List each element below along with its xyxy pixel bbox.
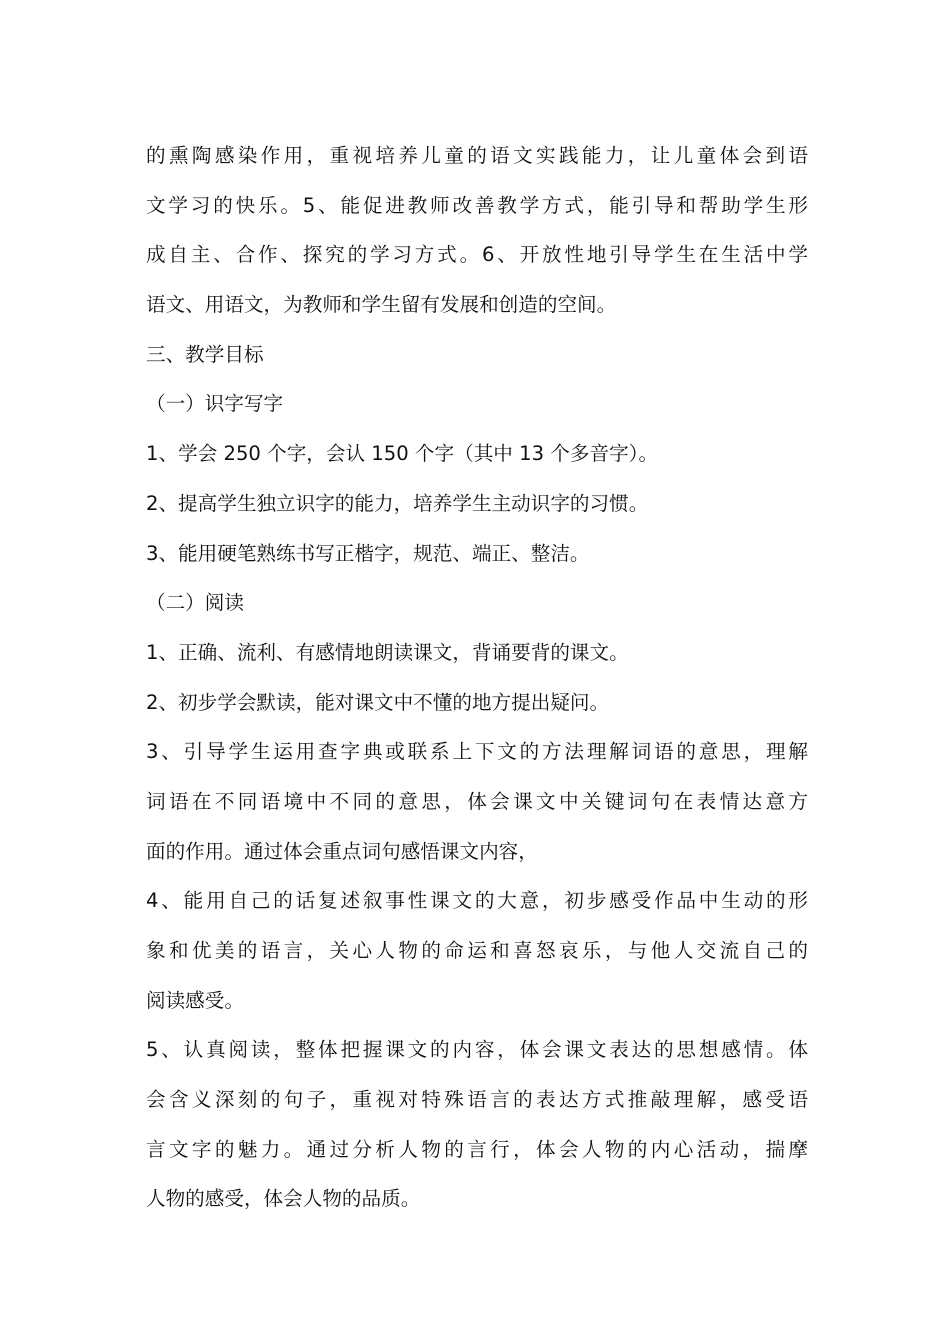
text-line: 言文字的魅力。通过分析人物的言行，体会人物的内心活动，揣摩 xyxy=(146,1137,808,1161)
text-line: 象和优美的语言，关心人物的命运和喜怒哀乐，与他人交流自己的 xyxy=(146,939,808,962)
text-line: 3、引导学生运用查字典或联系上下文的方法理解词语的意思，理解 xyxy=(146,740,808,764)
reading-item-5 xyxy=(146,1025,808,1224)
reading-item-2: 2、初步学会默读，能对课文中不懂的地方提出疑问。 xyxy=(146,690,610,714)
reading-subtitle: （二）阅读 xyxy=(146,591,244,615)
literacy-item: 2、提高学生独立识字的能力，培养学生主动识字的习惯。 xyxy=(146,491,649,515)
text-line: 语文、用语文，为教师和学生留有发展和创造的空间。 xyxy=(146,293,617,317)
text-line: 的熏陶感染作用，重视培养儿童的语文实践能力，让儿童体会到语 xyxy=(146,144,808,167)
text-line: 面的作用。通过体会重点词句感悟课文内容， xyxy=(146,839,538,863)
intro-paragraph xyxy=(146,131,808,330)
text-line: 成自主、合作、探究的学习方式。6、开放性地引导学生在生活中学 xyxy=(146,243,808,267)
text-line: 词语在不同语境中不同的意思，体会课文中关键词句在表情达意方 xyxy=(146,789,808,813)
text-line: 文学习的快乐。5、能促进教师改善教学方式，能引导和帮助学生形 xyxy=(146,193,808,217)
literacy-item: 1、学会 250 个字，会认 150 个字（其中 13 个多音字）。 xyxy=(146,442,659,466)
reading-item-3 xyxy=(146,727,808,876)
text-line: 人物的感受，体会人物的品质。 xyxy=(146,1187,421,1211)
document-body xyxy=(146,131,808,1224)
text-line: 4、能用自己的话复述叙事性课文的大意，初步感受作品中生动的形 xyxy=(146,889,808,913)
text-line: 5、认真阅读，整体把握课文的内容，体会课文表达的思想感情。体 xyxy=(146,1038,808,1062)
text-line: 会含义深刻的句子，重视对特殊语言的表达方式推敲理解，感受语 xyxy=(146,1088,808,1112)
text-line: 阅读感受。 xyxy=(146,988,244,1012)
reading-item-1: 1、正确、流利、有感情地朗读课文，背诵要背的课文。 xyxy=(146,640,629,664)
reading-item-4 xyxy=(146,876,808,1025)
section-title: 三、教学目标 xyxy=(146,342,264,366)
literacy-item: 3、能用硬笔熟练书写正楷字，规范、端正、整洁。 xyxy=(146,541,590,565)
literacy-subtitle: （一）识字写字 xyxy=(146,392,284,416)
